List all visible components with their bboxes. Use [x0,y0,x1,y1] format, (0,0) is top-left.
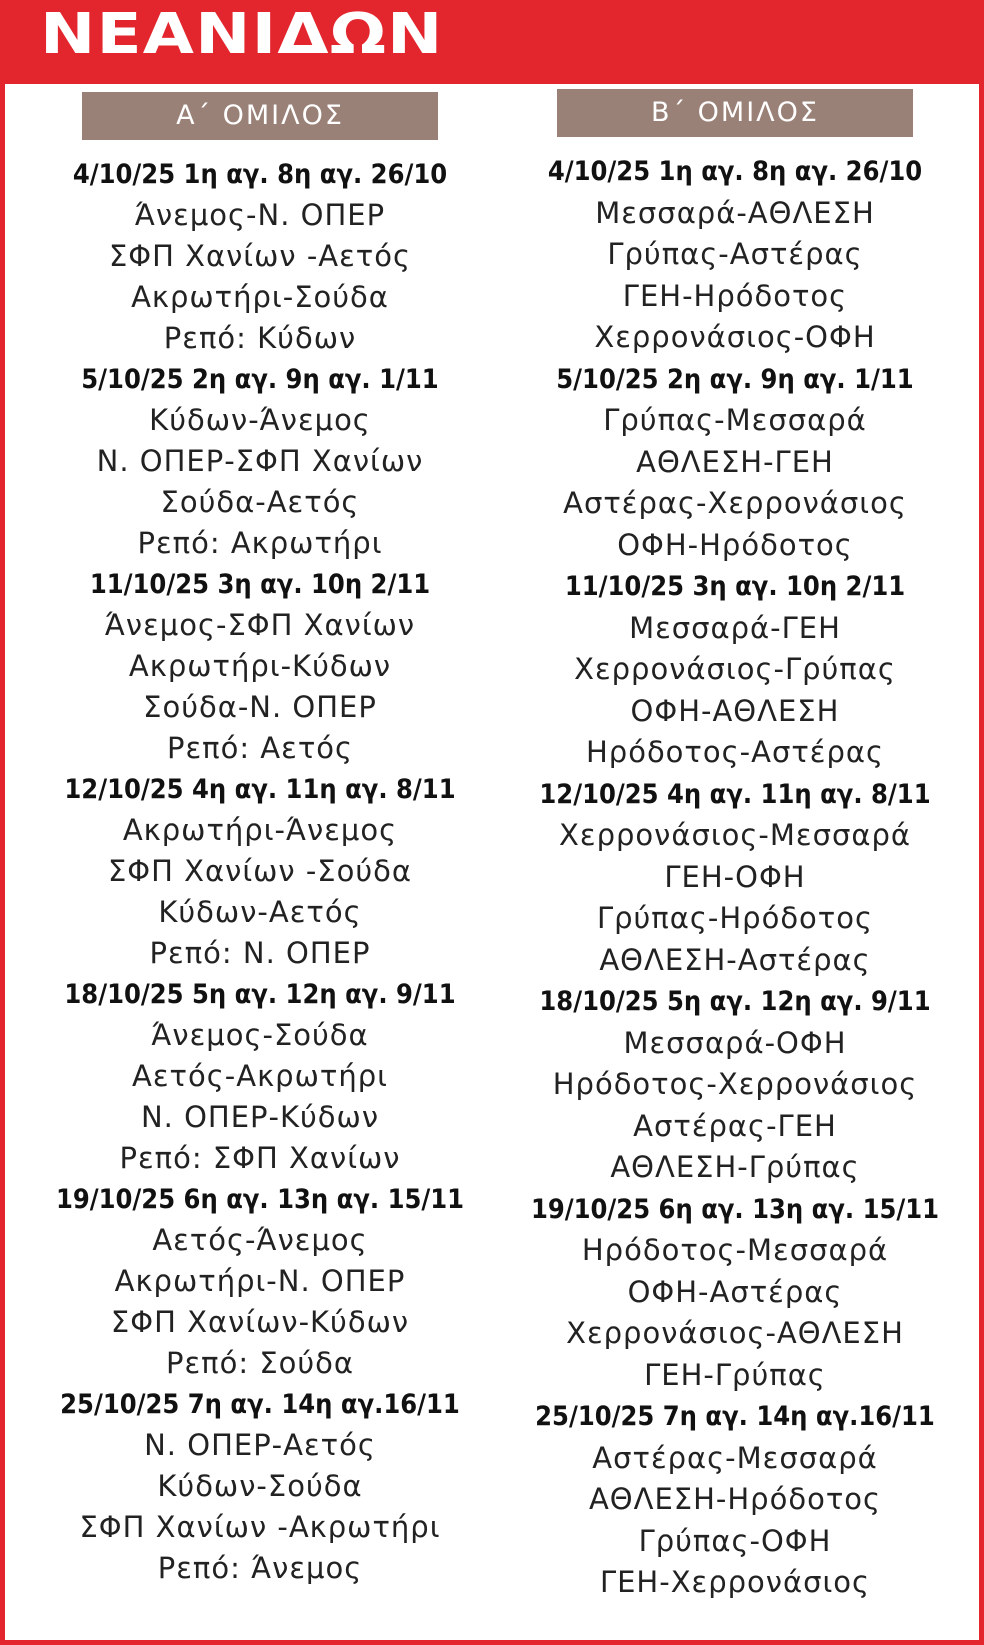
match-line: Χερρονάσιος-ΟΦΗ [594,320,876,354]
round-block [500,1396,970,1604]
match-line: Αετός-Άνεμος [152,1223,368,1257]
round-heading: 5/10/25 2η αγ. 9η αγ. 1/11 [81,364,439,395]
round-block [500,151,970,359]
match-line: Σούδα-Ν. ΟΠΕΡ [143,690,377,724]
bye-line: Ρεπό: Αετός [166,731,354,765]
round-block [25,564,495,769]
match-line: ΓΕΗ-Ηρόδοτος [622,278,848,313]
bye-line: Ρεπό: Άνεμος [157,1551,363,1585]
match-line: ΑΘΛΕΣΗ-Γρύπας [610,1150,860,1184]
group-a-rounds [25,154,495,1589]
match-line: ΑΘΛΕΣΗ-Ηρόδοτος [588,1482,882,1516]
match-line: ΣΦΠ Χανίων-Κύδων [110,1305,410,1339]
round-block [25,1384,495,1589]
round-block [500,566,970,774]
round-block [25,1179,495,1384]
match-line: Μεσσαρά-ΑΘΛΕΣΗ [595,195,875,230]
match-line: ΟΦΗ-ΑΘΛΕΣΗ [630,693,840,728]
match-line: Ν. ΟΠΕΡ-Κύδων [140,1100,380,1134]
match-line: Χερρονάσιος-Μεσσαρά [559,818,911,852]
round-heading: 11/10/25 3η αγ. 10η 2/11 [89,569,431,600]
round-block [500,359,970,567]
match-line: Γρύπας-Αστέρας [607,237,863,271]
match-line: ΓΕΗ-ΟΦΗ [664,859,806,894]
match-line: ΣΦΠ Χανίων -Ακρωτήρι [79,1510,441,1544]
match-line: Αστέρας-Χερρονάσιος [563,486,907,520]
group-b-header: Β΄ ΟΜΙΛΟΣ [557,89,913,137]
match-line: Ν. ΟΠΕΡ-Αετός [144,1428,376,1462]
match-line: Ηρόδοτος-Μεσσαρά [581,1233,889,1267]
title-banner [0,0,984,84]
match-line: ΣΦΠ Χανίων -Σούδα [107,854,413,888]
round-heading: 11/10/25 3η αγ. 10η 2/11 [564,571,906,602]
group-b-rounds [500,151,970,1604]
round-block [25,769,495,974]
group-b-column [500,92,970,1604]
match-line: Χερρονάσιος-Γρύπας [574,652,896,686]
match-line: ΓΕΗ-Χερρονάσιος [599,1565,871,1599]
match-line: Αστέρας-Μεσσαρά [592,1440,878,1475]
match-line: ΟΦΗ-Ηρόδοτος [617,527,853,562]
match-line: Ηρόδοτος-Χερρονάσιος [552,1067,918,1101]
match-line: Γρύπας-ΟΦΗ [638,1523,832,1558]
round-block [500,774,970,982]
match-line: Ηρόδοτος-Αστέρας [585,735,885,769]
match-line: ΟΦΗ-Αστέρας [627,1274,843,1309]
page-title: ΝΕΑΝΙΔΩΝ [40,2,444,67]
round-heading: 18/10/25 5η αγ. 12η αγ. 9/11 [64,979,456,1010]
match-line: Γρύπας-Ηρόδοτος [596,901,874,935]
match-line: Χερρονάσιος-ΑΘΛΕΣΗ [566,1316,904,1350]
match-line: Γρύπας-Μεσσαρά [603,403,867,437]
match-line: Ακρωτήρι-Άνεμος [122,813,398,847]
match-line: Ακρωτήρι-Κύδων [128,649,392,683]
bye-line: Ρεπό: ΣΦΠ Χανίων [119,1141,401,1175]
round-block [25,974,495,1179]
match-line: ΓΕΗ-Γρύπας [644,1357,826,1392]
match-line: ΑΘΛΕΣΗ-Αστέρας [599,942,871,977]
round-block [25,359,495,564]
bye-line: Ρεπό: Ακρωτήρι [137,526,383,560]
round-block [25,154,495,359]
match-line: Μεσσαρά-ΓΕΗ [629,610,841,645]
match-line: Αστέρας-ΓΕΗ [633,1108,837,1143]
match-line: Άνεμος-Σούδα [151,1018,369,1052]
round-heading: 18/10/25 5η αγ. 12η αγ. 9/11 [539,986,931,1017]
match-line: Ακρωτήρι-Ν. ΟΠΕΡ [114,1264,406,1298]
round-heading: 4/10/25 1η αγ. 8η αγ. 26/10 [547,156,923,187]
round-heading: 12/10/25 4η αγ. 11η αγ. 8/11 [539,778,931,810]
round-heading: 25/10/25 7η αγ. 14η αγ.16/11 [535,1401,935,1432]
round-block [500,981,970,1189]
round-heading: 19/10/25 6η αγ. 13η αγ. 15/11 [55,1184,465,1215]
bye-line: Ρεπό: Κύδων [163,321,357,355]
round-block [500,1189,970,1397]
round-heading: 25/10/25 7η αγ. 14η αγ.16/11 [60,1389,460,1420]
match-line: Αετός-Ακρωτήρι [132,1059,388,1093]
match-line: Σούδα-Αετός [160,485,360,519]
match-line: Μεσσαρά-ΟΦΗ [623,1025,847,1060]
match-line: Ακρωτήρι-Σούδα [131,280,389,314]
match-line: ΣΦΠ Χανίων -Αετός [108,239,412,273]
match-line: Άνεμος-ΣΦΠ Χανίων [104,608,416,642]
match-line: Ν. ΟΠΕΡ-ΣΦΠ Χανίων [96,444,424,478]
round-heading: 19/10/25 6η αγ. 13η αγ. 15/11 [530,1193,940,1225]
group-a-header: Α΄ ΟΜΙΛΟΣ [82,92,438,140]
round-heading: 5/10/25 2η αγ. 9η αγ. 1/11 [556,363,914,395]
match-line: Κύδων-Άνεμος [149,403,371,437]
match-line: Κύδων-Αετός [158,895,362,929]
match-line: ΑΘΛΕΣΗ-ΓΕΗ [636,444,834,479]
round-heading: 4/10/25 1η αγ. 8η αγ. 26/10 [72,159,448,190]
group-a-column [25,92,495,1589]
bye-line: Ρεπό: Ν. ΟΠΕΡ [149,936,371,970]
round-heading: 12/10/25 4η αγ. 11η αγ. 8/11 [64,774,456,805]
bye-line: Ρεπό: Σούδα [165,1346,355,1380]
match-line: Άνεμος-Ν. ΟΠΕΡ [134,198,386,232]
match-line: Κύδων-Σούδα [157,1469,363,1503]
